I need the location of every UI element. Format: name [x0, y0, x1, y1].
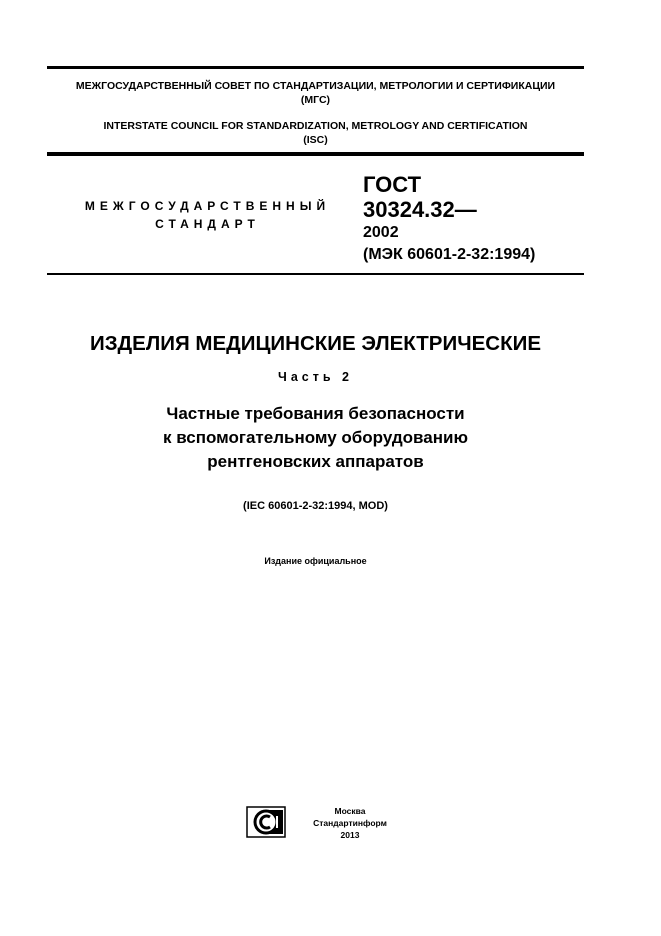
document-title: ИЗДЕЛИЯ МЕДИЦИНСКИЕ ЭЛЕКТРИЧЕСКИЕ: [89, 332, 542, 355]
standartinform-logo-icon: [246, 806, 286, 838]
council-ru-abbr: (МГС): [300, 94, 331, 106]
gost-year: 2002: [363, 224, 399, 241]
subtitle-line3: рентгеновских аппаратов: [207, 452, 424, 471]
part-label: Часть 2: [278, 370, 353, 384]
publisher-name: Стандартинформ: [313, 818, 387, 828]
council-ru-name: МЕЖГОСУДАРСТВЕННЫЙ СОВЕТ ПО СТАНДАРТИЗАЦИИ, МЕТРОЛОГИИ И СЕРТИФИКАЦИИ: [75, 80, 556, 92]
standard-label-line1: МЕЖГОСУДАРСТВЕННЫЙ: [84, 199, 331, 213]
top-rule: [47, 66, 584, 69]
iec-reference: (IEC 60601-2-32:1994, MOD): [243, 500, 388, 512]
gost-number: 30324.32—: [363, 197, 477, 222]
subtitle-line2: к вспомогательному оборудованию: [163, 428, 468, 447]
council-en-abbr: (ISC): [303, 134, 328, 146]
document-subtitle: [47, 402, 584, 474]
council-en-name: INTERSTATE COUNCIL FOR STANDARDIZATION, METROLOGY AND CERTIFICATION: [103, 120, 528, 132]
gost-iec-designation: (МЭК 60601-2-32:1994): [363, 246, 536, 263]
edition-note: Издание официальное: [264, 556, 367, 566]
designation-rule: [47, 273, 584, 275]
header-bottom-rule: [47, 152, 584, 156]
publisher-city: Москва: [334, 806, 366, 816]
council-ru: [47, 79, 584, 107]
standard-label-line2: СТАНДАРТ: [155, 217, 260, 231]
subtitle-line1: Частные требования безопасности: [166, 404, 465, 423]
publisher-year: 2013: [340, 830, 360, 840]
gost-title: ГОСТ: [363, 172, 422, 197]
gost-designation: [363, 172, 583, 266]
publisher-info: [310, 805, 390, 841]
council-en: [47, 119, 584, 147]
standard-label: [70, 197, 345, 233]
